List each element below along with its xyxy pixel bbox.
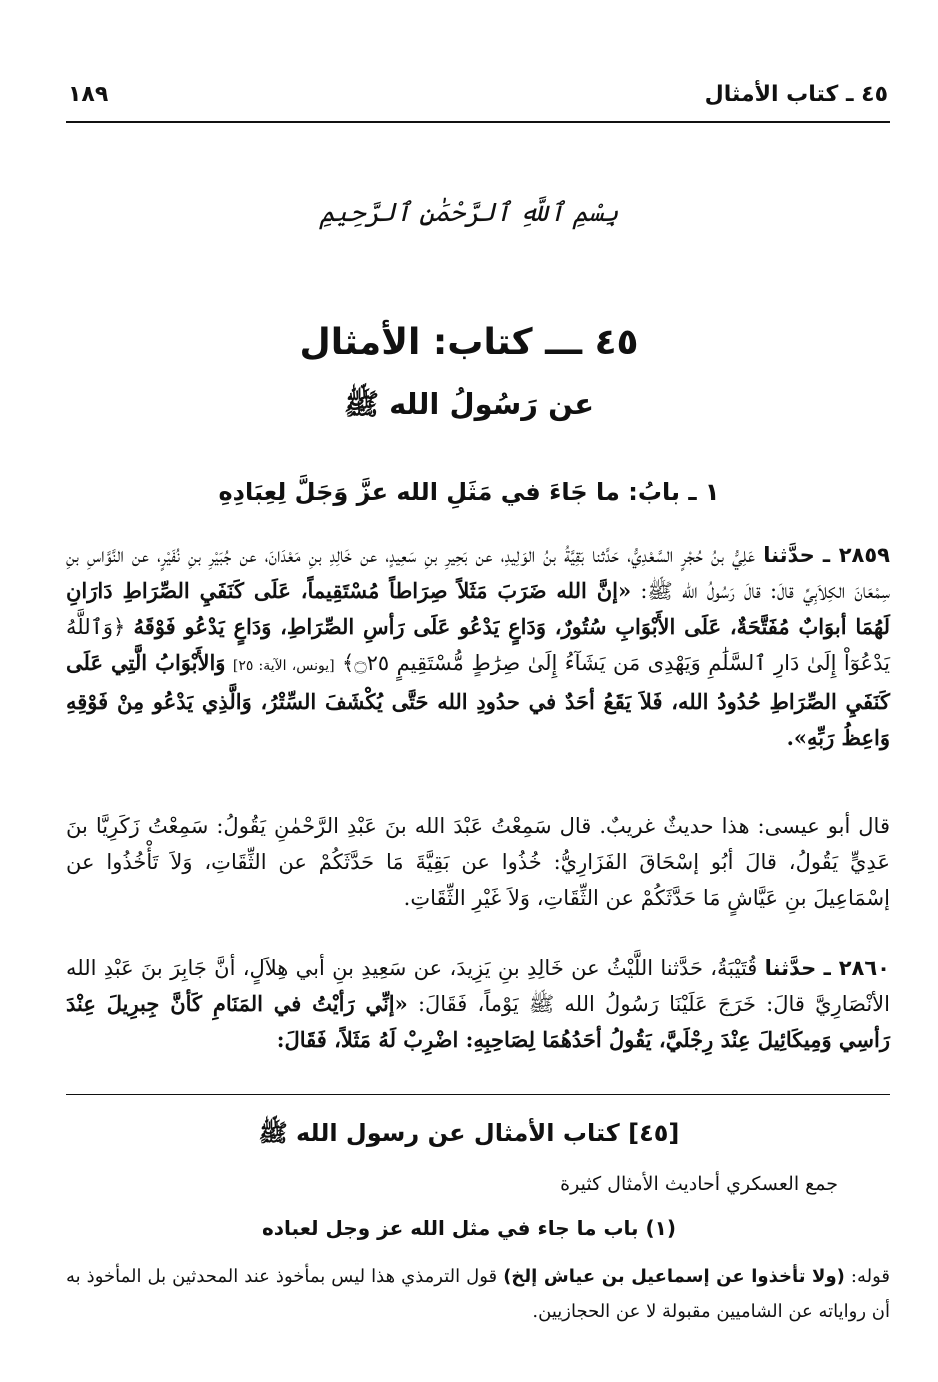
footnote-intro: جمع العسكري أحاديث الأمثال كثيرة bbox=[560, 1173, 838, 1195]
footnote-title: [٤٥] كتاب الأمثال عن رسول الله ﷺ bbox=[258, 1119, 680, 1147]
footnote-body bbox=[66, 1259, 890, 1329]
running-title: ٤٥ ـ كتاب الأمثال bbox=[704, 82, 888, 107]
hadith-isnad-word: حدَّثنا bbox=[764, 956, 817, 980]
footnote-divider bbox=[66, 1094, 890, 1095]
footnote-text: قول الترمذي هذا ليس بمأخوذ عند المحدثين بل المأخوذ به أن رواياته عن الشاميين مقبولة لا عن الحجازيين. bbox=[66, 1266, 890, 1322]
quran-reference: [يونس، الآية: ٢٥] bbox=[232, 658, 335, 674]
hadith-isnad: عَلِيُّ بنُ حُجْرٍ السَّعْدِيُّ، حَدَّثنا بَقِيَّةُ بنُ الوَلِيدِ، عن بَحِيرِ بنِ سَعِيدٍ، عن خَالِدِ بنِ مَعْدَانَ، عن جُبَيْرِ بنِ نُفَيْرٍ، عن النَّوَّاسِ بنِ سِمْعَانَ الكِلاَبِيِّ قالَ: قالَ رَسُولُ الله ﷺ: bbox=[66, 543, 890, 603]
hadith-matn: «إنِّي رَأيْتُ في المَنَامِ كَأنَّ جِبرِيلَ عِنْدَ رَأسِي وَمِيكَائِيلَ عِنْدَ رِجْلَيَّ، يَقُولُ أحَدُهُمَا لِصَاحِبِهِ: اضْرِبْ لَهُ مَثَلاً، فَقَالَ: bbox=[66, 991, 890, 1052]
hadith-2860 bbox=[66, 950, 890, 1058]
hadith-isnad: قُتَيْبَةُ، حَدَّثنا اللَّيْثُ عن خَالِدِ بنِ يَزِيدَ، عن سَعِيدِ بنِ أبي هِلاَلٍ، أنَّ جَابِرَ بنَ عَبْدِ الله الأنْصَارِيَّ قالَ: خَرَجَ عَلَيْنَا رَسُولُ الله ﷺ يَوْماً، فَقَالَ: bbox=[66, 956, 890, 1016]
footnote-quoted: (ولا تأخذوا عن إسماعيل بن عياش إلخ) bbox=[503, 1266, 845, 1287]
chapter-title: ١ ـ بابُ: ما جَاءَ في مَثَلِ الله عزَّ وَجَلَّ لِعِبَادِهِ bbox=[218, 478, 720, 506]
page-number: ١٨٩ bbox=[68, 82, 109, 107]
hadith-matn-continued: وَالأَبْوَابُ الَّتِي عَلَى كَنَفَيِ الصِّرَاطِ حُدُودُ الله، فَلاَ يَقَعُ أحَدٌ في حدُودِ الله حَتَّى يُكْشَفَ السِّتْرُ، وَالَّذِي يَدْعُو مِنْ فَوْقِهِ وَاعِظُ رَبِّهِ». bbox=[66, 650, 890, 750]
running-head bbox=[68, 82, 888, 107]
hadith-matn: «إنَّ الله ضَرَبَ مَثَلاً صِرَاطاً مُسْتَقِيماً، عَلَى كَنَفَيِ الصِّرَاطِ دَارَانِ لَهُمَا أبوَابٌ مُفَتَّحَةٌ، عَلَى الأَبْوَابِ سُتُورٌ، وَدَاعٍ يَدْعُو عَلَى رَأسِ الصِّرَاطِ، وَدَاعٍ يَدْعُو فَوْقَهُ bbox=[66, 578, 890, 639]
header-divider bbox=[66, 121, 890, 123]
hadith-number: ٢٨٥٩ ـ bbox=[822, 543, 890, 567]
book-subtitle: عن رَسُولُ الله ﷺ bbox=[343, 387, 595, 421]
hadith-isnad-word: حدَّثنا bbox=[763, 543, 815, 567]
hadith-number: ٢٨٦٠ ـ bbox=[823, 956, 890, 980]
footnote-lead: قوله: bbox=[850, 1266, 891, 1287]
footnote-subtitle: (١) باب ما جاء في مثل الله عز وجل لعباده bbox=[261, 1216, 677, 1240]
quran-verse: ﴿وَٱللَّهُ يَدْعُوٓاْ إِلَىٰ دَارِ ٱلسَّلَٰمِ وَيَهْدِى مَن يَشَآءُ إِلَىٰ صِرَٰطٍ مُّسْتَقِيمٍ ۝٢٥﴾ bbox=[66, 615, 890, 675]
commentary-paragraph: قال أبو عيسى: هذا حديثٌ غريبٌ. قال سَمِعْتُ عَبْدَ الله بنَ عَبْدِ الرَّحْمٰنِ يَقُولُ: سَمِعْتُ زَكَرِيَّا بنَ عَدِيٍّ يَقُولُ، قالَ أبُو إسْحَاقَ الفَزَارِيُّ: خُذُوا عن بَقِيَّةَ مَا حَدَّثَكُمْ عن الثِّقَاتِ، وَلاَ تَأْخُذُوا عن إسْمَاعِيلَ بنِ عَيَّاشٍ مَا حَدَّثَكُمْ عن الثِّقَاتِ، وَلاَ غَيْرِ الثِّقَاتِ. bbox=[66, 814, 890, 910]
book-title: ٤٥ ـــ كتاب: الأمثال bbox=[299, 322, 639, 363]
basmala: بِسْمِ ٱللَّهِ ٱلرَّحْمَٰنِ ٱلرَّحِيمِ bbox=[319, 198, 619, 228]
hadith-2859 bbox=[66, 537, 890, 756]
